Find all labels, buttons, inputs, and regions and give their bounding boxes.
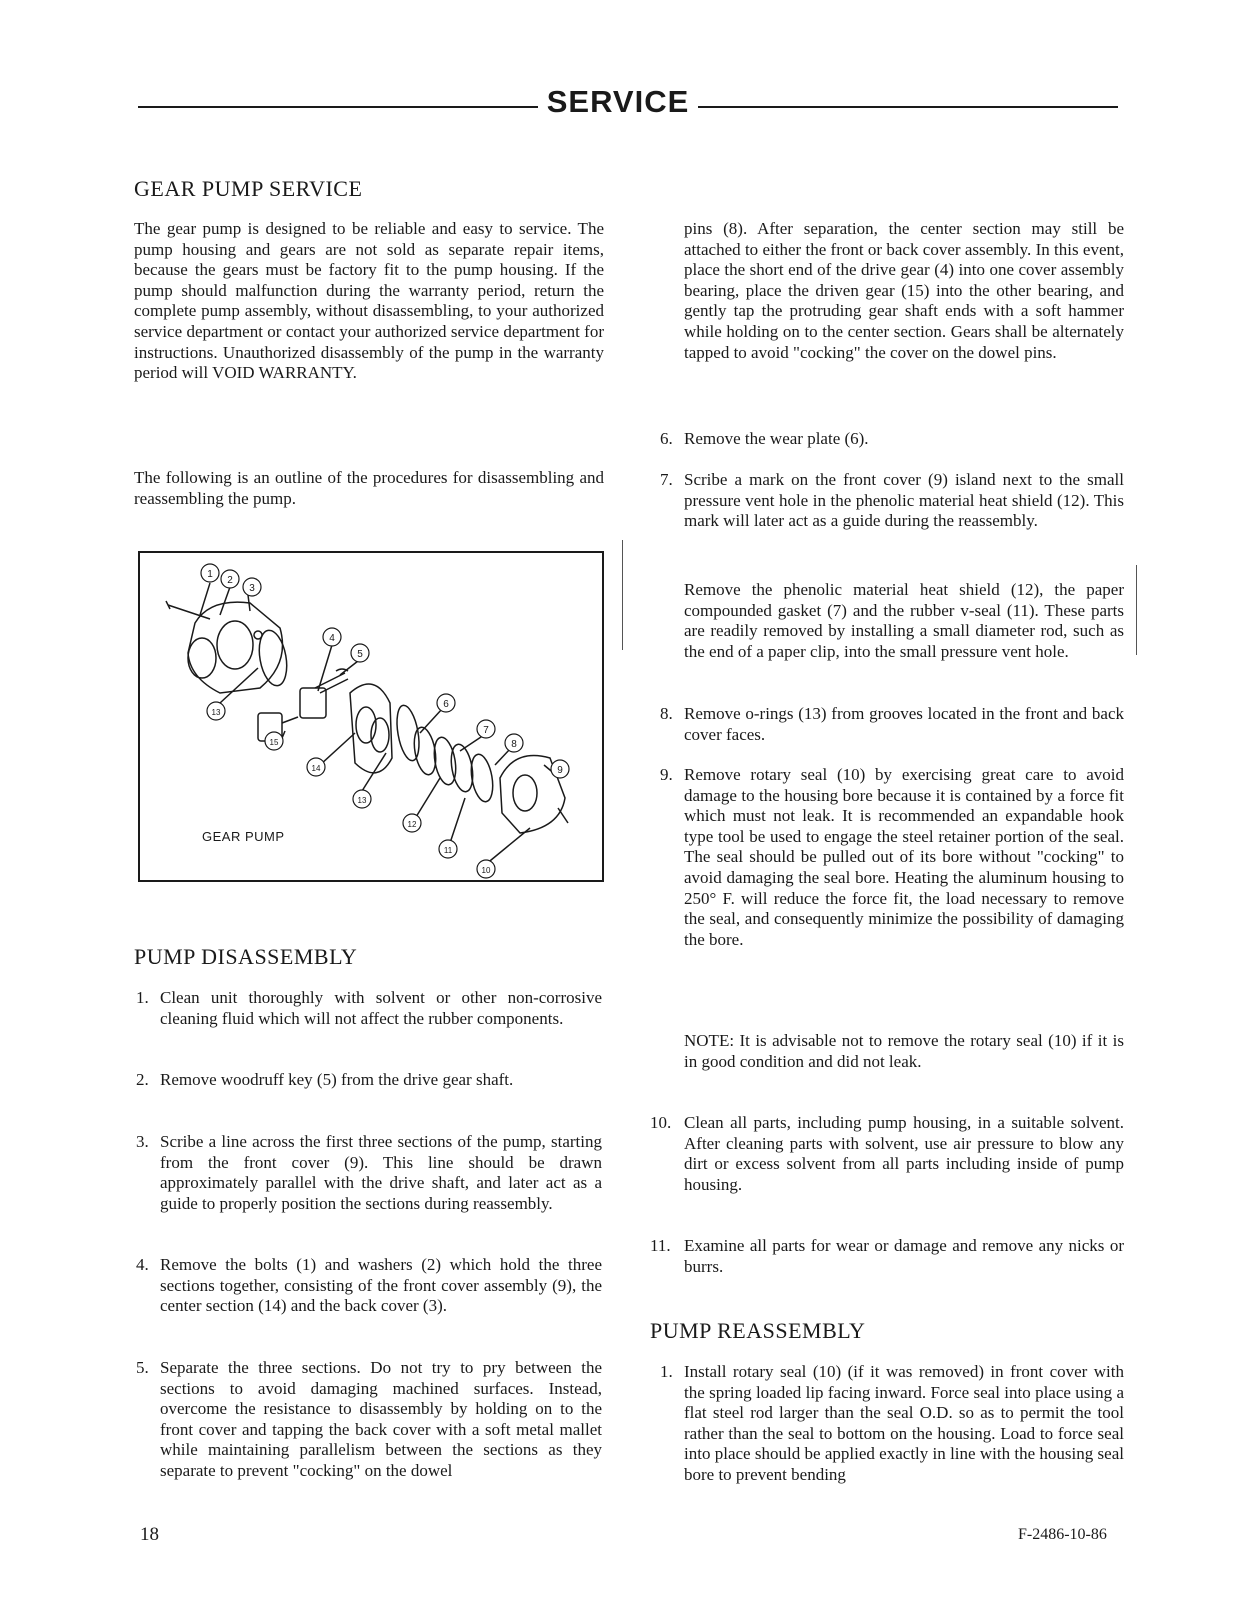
svg-text:5: 5 (357, 649, 363, 660)
pump-disassembly-heading: PUMP DISASSEMBLY (134, 944, 358, 969)
disassembly-step-1: 1. Clean unit thoroughly with solvent or other non-corrosive cleaning fluid which will not affect the rubber components. (136, 988, 602, 1028)
disassembly-step-2: 2. Remove woodruff key (5) from the drive gear shaft. (136, 1070, 514, 1089)
callout-10 (477, 860, 495, 878)
callout-9 (551, 760, 569, 778)
svg-text:7: 7 (483, 725, 489, 736)
callout-3 (243, 578, 261, 596)
svg-text:8: 8 (511, 739, 517, 750)
callout-2 (221, 570, 239, 588)
disassembly-step-5: 5. Separate the three sections. Do not try to pry between the sections to avoid damaging machined surfaces. Instead, overcome the resistance to disassembly by holding on to the front cover and tapping the back cover with a soft metal mallet while maintaining parallelism between the sections as they separate to prevent "cocking" on the dowel (136, 1358, 602, 1480)
gear-pump-service-intro: The gear pump is designed to be reliable and easy to service. The pump housing and gears are not sold as separate repair items, because the gears must be factory fit to the pump housing. If the pump should malfunction during the warranty period, return the complete pump assembly, without disassembling, to your authorized service department or contact your authorized service department for instructions. Unauthorized disassembly of the pump in the warranty period will VOID WARRANTY. (134, 219, 604, 383)
callout-13b (353, 790, 371, 808)
callout-14 (307, 758, 325, 776)
disassembly-step-7: 7. Scribe a mark on the front cover (9) island next to the small pressure vent hole in the phenolic material heat shield (12). This mark will later act as a guide during the reassembly. (660, 470, 1124, 531)
gear-pump-service-heading: GEAR PUMP SERVICE (134, 176, 363, 201)
disassembly-step-9: 9. Remove rotary seal (10) by exercising great care to avoid damage to the housing bore because it is contained by a force fit which must not leak. It is recommended an expandable hook type tool be used to engage the steel retainer portion of the seal. The seal should be pulled out of its bore without "cocking" to avoid damaging the seal bore. Heating the aluminum housing to 250° F. will reduce the force fit, the load necessary to remove the seal, and consequently minimize the possibility of damaging the bore. (660, 765, 1124, 949)
disassembly-step-6: 6. Remove the wear plate (6). (660, 429, 869, 448)
svg-text:6: 6 (443, 699, 449, 710)
procedure-outline-text: The following is an outline of the procedures for disassembling and reassembling the pump. (134, 468, 604, 508)
callout-4 (323, 628, 341, 646)
disassembly-step-7-continued: Remove the phenolic material heat shield (12), the paper compounded gasket (7) and the rubber v-seal (11). These parts are readily removed by installing a small diameter rod, such as the end of a paper clip, into the small pressure vent hole. (684, 580, 1124, 661)
gear-pump-figure (138, 551, 604, 882)
disassembly-step-5-continued: pins (8). After separation, the center section may still be attached to either the front or back cover assembly. In this event, place the short end of the drive gear (4) into one cover assembly bearing, place the driven gear (15) into the other bearing, and gently tap the protruding gear shaft ends with a soft hammer while holding on to the center section. Gears shall be alternately tapped to avoid "cocking" the cover on the dowel pins. (684, 219, 1124, 362)
callout-1 (201, 564, 219, 582)
callout-11 (439, 840, 457, 858)
page-number: 18 (140, 1524, 159, 1545)
svg-text:2: 2 (227, 575, 233, 586)
callout-8 (505, 734, 523, 752)
callout-5 (351, 644, 369, 662)
pump-reassembly-heading: PUMP REASSEMBLY (650, 1318, 866, 1343)
reassembly-step-1: 1. Install rotary seal (10) (if it was removed) in front cover with the spring loaded lip facing inward. Force seal into place using a flat steel rod larger than the seal O.D. so as to permit the tool rather than the seal to bottom on the housing. Load to force seal into place should be applied exactly in line with the housing seal bore to prevent bending (660, 1362, 1124, 1484)
note-text: NOTE: It is advisable not to remove the rotary seal (10) if it is in good condition and did not leak. (684, 1031, 1124, 1071)
svg-text:11: 11 (443, 846, 453, 855)
disassembly-step-4: 4. Remove the bolts (1) and washers (2) which hold the three sections together, consisting of the front cover assembly (9), the center section (14) and the back cover (3). (136, 1255, 602, 1316)
callout-7 (477, 720, 495, 738)
svg-text:13: 13 (357, 796, 367, 805)
svg-text:13: 13 (211, 708, 221, 717)
svg-text:10: 10 (481, 866, 491, 875)
callout-12 (403, 814, 421, 832)
svg-text:9: 9 (557, 765, 563, 776)
page-title: SERVICE (546, 84, 690, 119)
callout-15 (265, 732, 283, 750)
disassembly-step-8: 8. Remove o-rings (13) from grooves located in the front and back cover faces. (660, 704, 1124, 744)
margin-line-left (622, 540, 623, 650)
margin-line-right (1136, 565, 1137, 655)
header-rule-right (698, 106, 1118, 108)
disassembly-step-3: 3. Scribe a line across the first three sections of the pump, starting from the front cover (9). This line should be drawn approximately parallel with the drive shaft, and later act as a guide to properly position the sections during reassembly. (136, 1132, 602, 1213)
header-rule-left (138, 106, 538, 108)
svg-text:1: 1 (207, 569, 213, 580)
disassembly-step-11: 11. Examine all parts for wear or damage and remove any nicks or burrs. (650, 1236, 1124, 1276)
svg-text:4: 4 (329, 633, 335, 644)
document-code: F-2486-10-86 (1018, 1526, 1107, 1543)
disassembly-step-10: 10. Clean all parts, including pump housing, in a suitable solvent. After cleaning parts with solvent, use air pressure to blow any dirt or excess solvent from all parts including inside of pump housing. (650, 1113, 1124, 1194)
figure-caption: GEAR PUMP (202, 829, 285, 844)
svg-text:3: 3 (249, 583, 255, 594)
svg-text:15: 15 (269, 738, 279, 747)
svg-text:12: 12 (407, 820, 417, 829)
callout-13a (207, 702, 225, 720)
callout-6 (437, 694, 455, 712)
svg-text:14: 14 (311, 764, 321, 773)
